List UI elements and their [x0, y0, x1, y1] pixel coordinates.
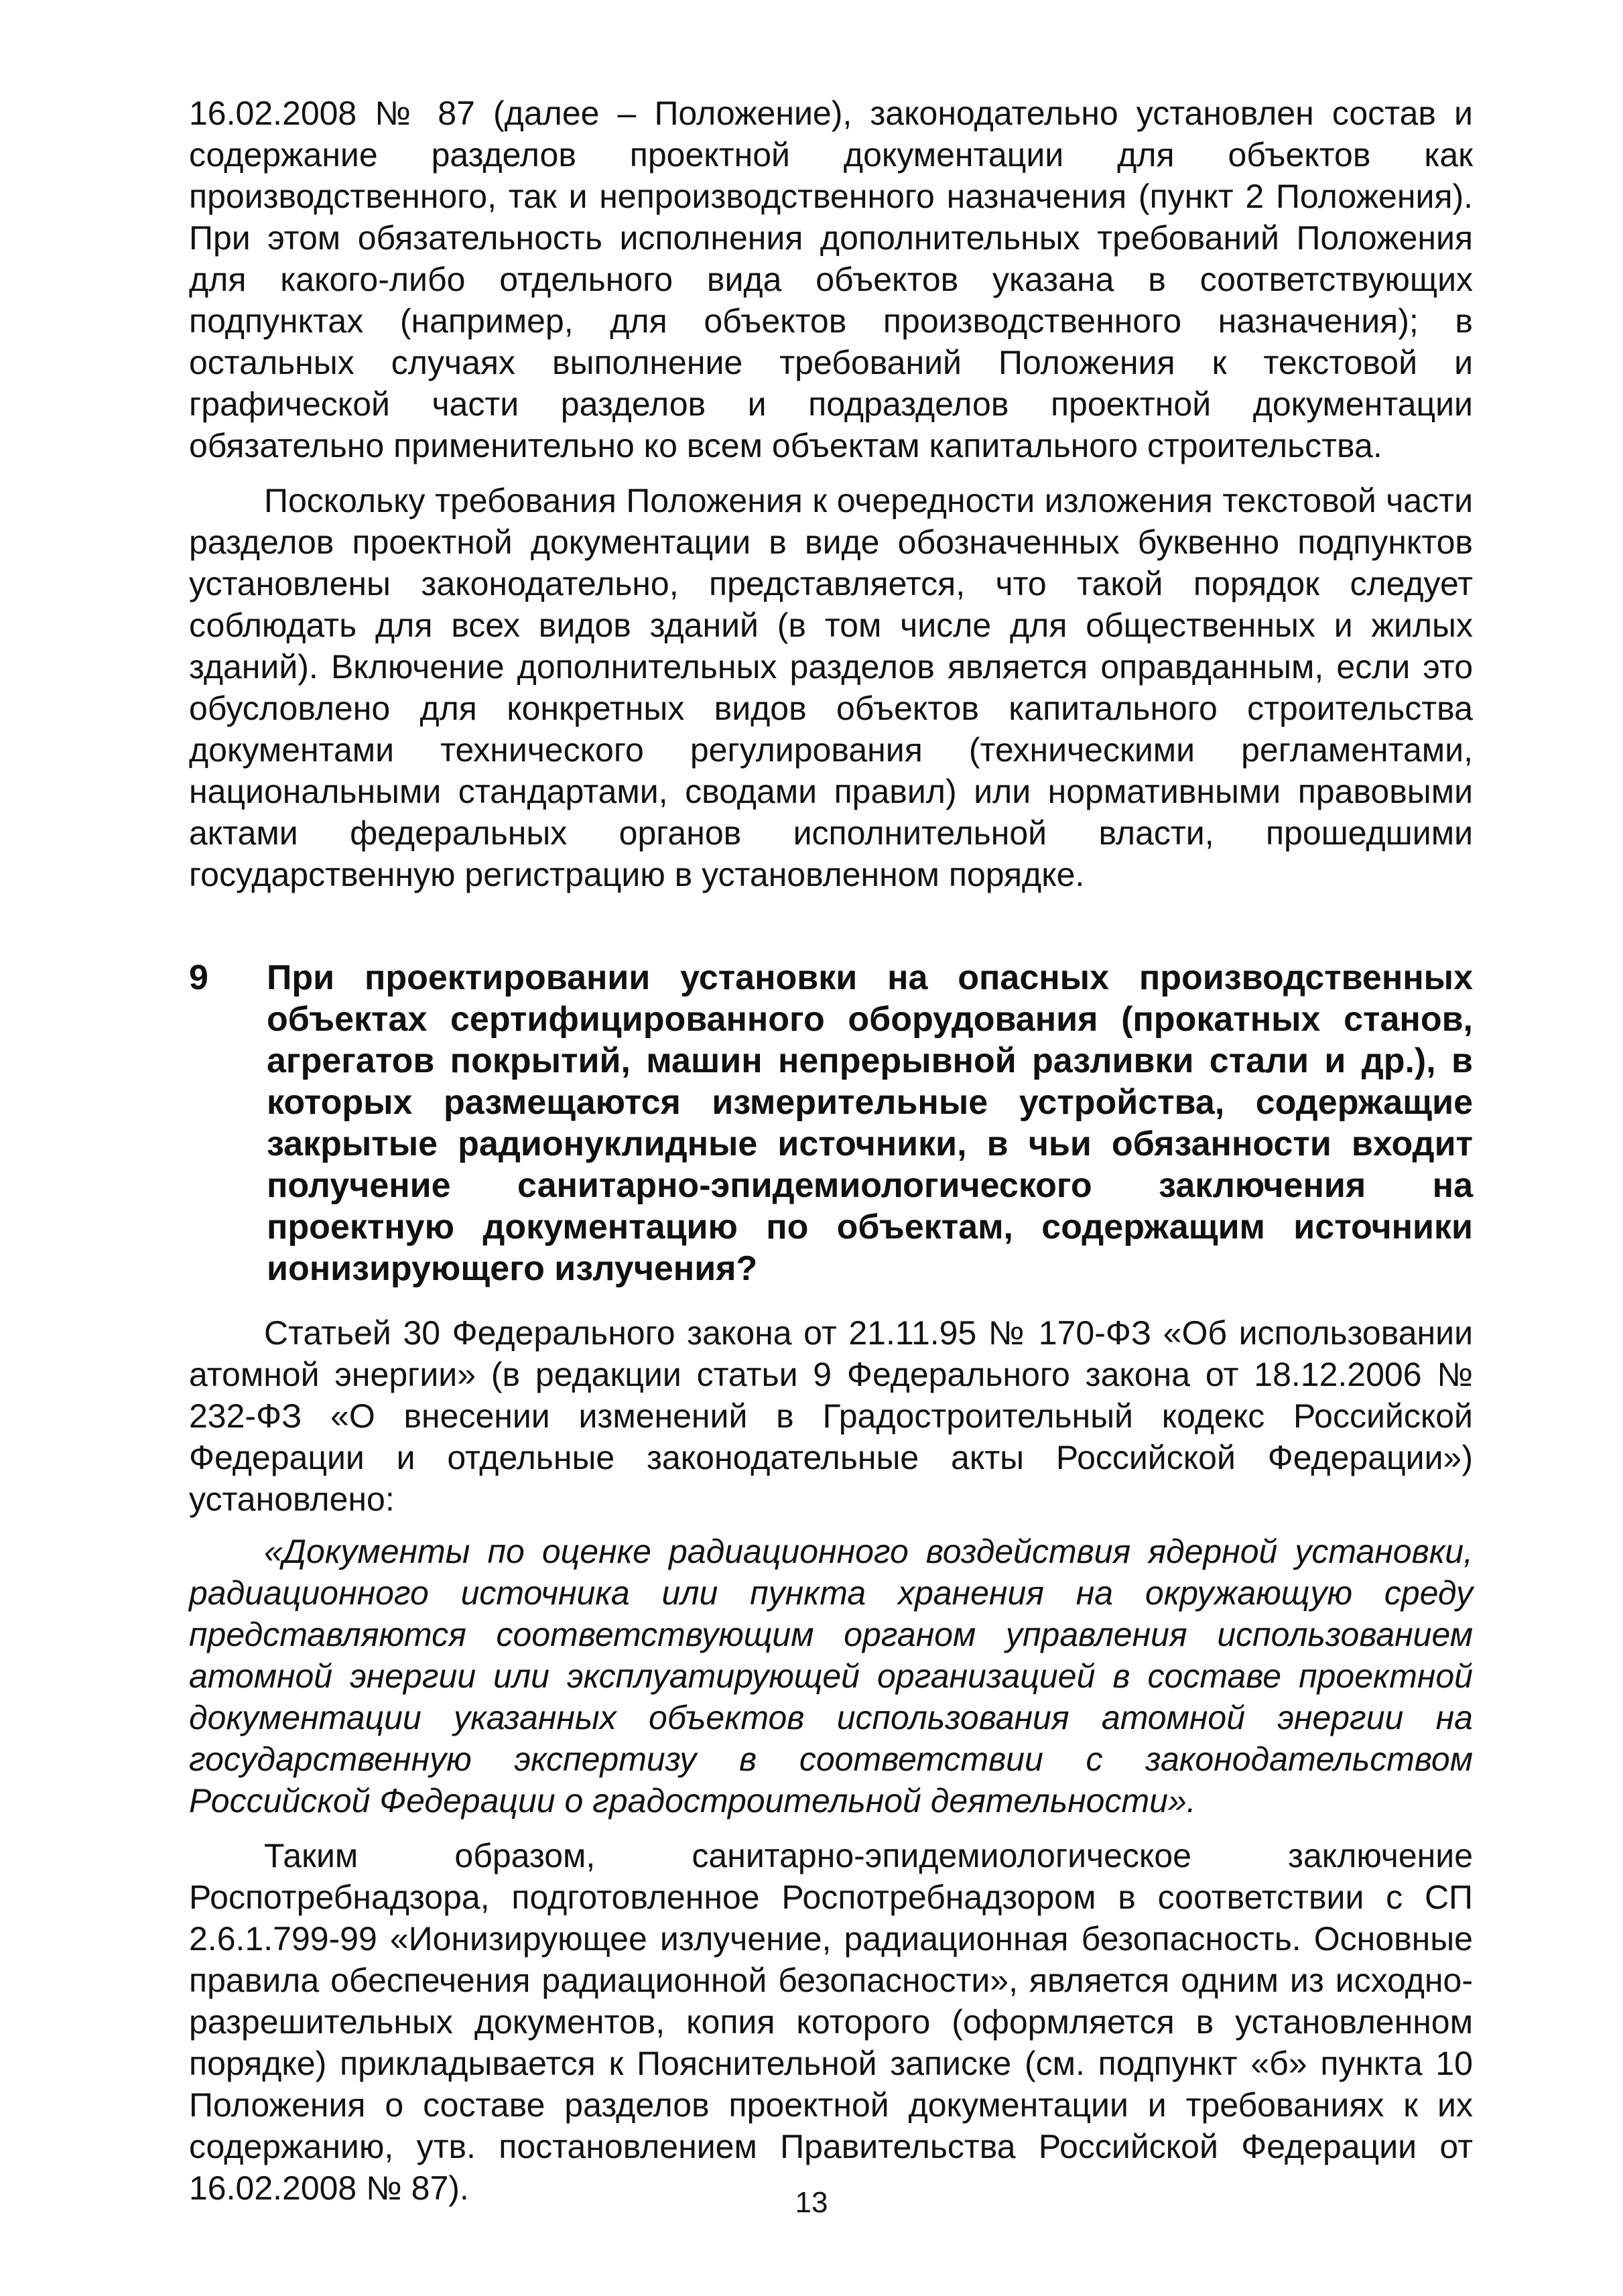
- paragraph-law-reference: Статьей 30 Федерального закона от 21.11.95 № 170-ФЗ «Об использовании атомной энергии» (в редакции статьи 9 Федерального закона от 18.12.2006 № 232-ФЗ «О внесении изменений в Градостроительный кодекс Российской Федерации и отдельные законодательные акты Российской Федерации») установлено:: [189, 1314, 1473, 1518]
- question-block: [189, 957, 1473, 1289]
- text-column: [189, 92, 1473, 2209]
- question-number: 9: [189, 958, 208, 997]
- paragraph-continuation: 16.02.2008 № 87 (далее – Положение), законодательно установлен состав и содержание разделов проектной документации для объектов как производственного, так и непроизводственного назначения (пункт 2 Положения). При этом обязательность исполнения дополнительных требований Положения для какого-либо отдельного вида объектов указана в соответствующих подпунктах (например, для объектов производственного назначения); в остальных случаях выполнение требований Положения к текстовой и графической части разделов и подразделов проектной документации обязательно применительно ко всем объектам капитального строительства.: [189, 94, 1473, 464]
- paragraph-conclusion: Таким образом, санитарно-эпидемиологическое заключение Роспотребнадзора, подготовленное Роспотребнадзором в соответствии с СП 2.6.1.799-99 «Ионизирующее излучение, радиационная безопасность. Основные правила обеспечения радиационной безопасности», является одним из исходно-разрешительных документов, копия которого (оформляется в установленном порядке) прикладывается к Пояснительной записке (см. подпункт «б» пункта 10 Положения о составе разделов проектной документации и требованиях к их содержанию, утв. постановлением Правительства Российской Федерации от 16.02.2008 № 87).: [189, 1837, 1473, 2207]
- question-text: При проектировании установки на опасных производственных объектах сертифицированного оборудования (прокатных станов, агрегатов покрытий, машин непрерывной разливки стали и др.), в которых размещаются измерительные устройства, содержащие закрытые радионуклидные источники, в чьи обязанности входит получение санитарно-эпидемиологического заключения на проектную документацию по объектам, содержащим источники ионизирующего излучения?: [267, 958, 1473, 1288]
- paragraph-order-requirements: Поскольку требования Положения к очередности изложения текстовой части разделов проектной документации в виде обозначенных буквенно подпунктов установлены законодательно, представляется, что такой порядок следует соблюдать для всех видов зданий (в том числе для общественных и жилых зданий). Включение дополнительных разделов является оправданным, если это обусловлено для конкретных видов объектов капитального строительства документами технического регулирования (техническими регламентами, национальными стандартами, сводами правил) или нормативными правовыми актами федеральных органов исполнительной власти, прошедшими государственную регистрацию в установленном порядке.: [189, 482, 1473, 893]
- quoted-law-text: «Документы по оценке радиационного воздействия ядерной установки, радиационного источника или пункта хранения на окружающую среду представляются соответствующим органом управления использованием атомной энергии или эксплуатирующей организацией в составе проектной документации указанных объектов использования атомной энергии на государственную экспертизу в соответствии с законодательством Российской Федерации о градостроительной деятельности».: [189, 1533, 1473, 1820]
- page-number: 13: [795, 2186, 828, 2219]
